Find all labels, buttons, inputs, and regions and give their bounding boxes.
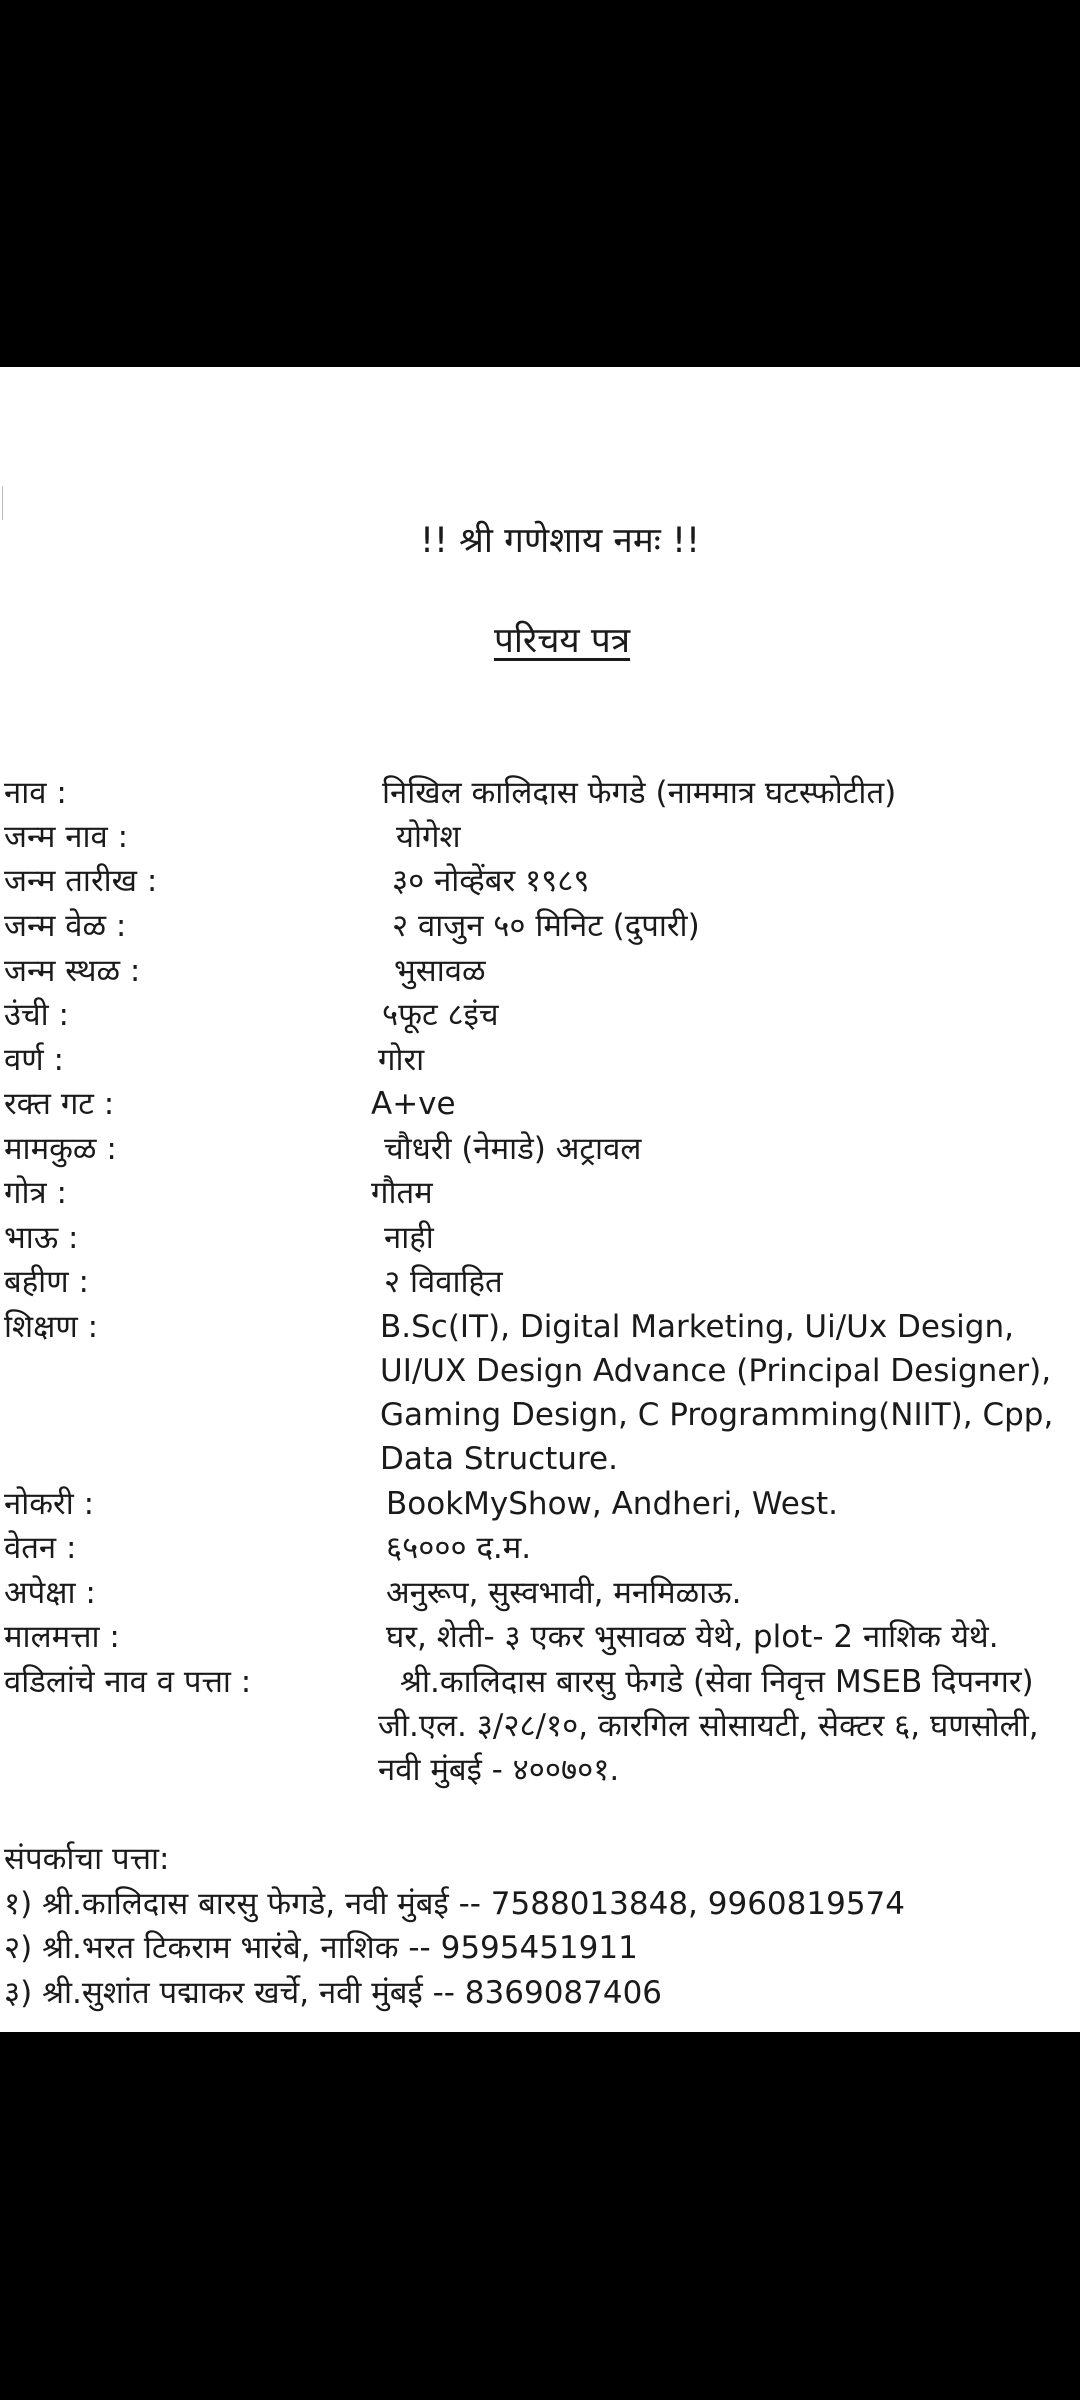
field-value-line: भुसावळ: [394, 953, 486, 989]
field-label: शिक्षण :: [4, 1309, 99, 1345]
field-value-line: अनुरूप, सुस्वभावी, मनमिळाऊ.: [386, 1575, 742, 1611]
field-label: मामकुळ :: [4, 1131, 117, 1167]
field-label: वेतन :: [4, 1530, 77, 1566]
field-value: [380, 1305, 1053, 1481]
field-label: बहीण :: [4, 1264, 89, 1300]
field-label: जन्म स्थळ :: [4, 953, 141, 989]
field-value-line: A+ve: [371, 1086, 456, 1122]
field-value: [371, 1171, 433, 1215]
field-value: [384, 1216, 434, 1260]
field-label: वडिलांचे नाव व पत्ता :: [4, 1664, 252, 1700]
field-value: [384, 1127, 641, 1171]
field-value-line: ३० नोव्हेंबर १९८९: [392, 863, 590, 899]
field-label: उंची :: [4, 997, 70, 1033]
invocation-heading: !! श्री गणेशाय नमः !!: [419, 521, 701, 561]
field-label: जन्म तारीख :: [4, 863, 158, 899]
field-value-line: नाही: [384, 1220, 434, 1256]
field-value-line: गौतम: [371, 1175, 433, 1211]
field-value-line: २ विवाहित: [384, 1264, 503, 1300]
field-value-line: श्री.कालिदास बारसु फेगडे (सेवा निवृत्त MSEB दिपनगर): [400, 1664, 1034, 1700]
field-value-line: घर, शेती- ३ एकर भुसावळ येथे, plot- 2 नाशिक येथे.: [386, 1619, 999, 1655]
field-value: [392, 904, 700, 948]
field-value: [378, 1660, 1039, 1792]
field-value: [386, 1482, 838, 1526]
field-value-line: २ वाजुन ५० मिनिट (दुपारी): [392, 908, 700, 944]
contact-line: १) श्री.कालिदास बारसु फेगडे, नवी मुंबई -- 7588013848, 9960819574: [4, 1886, 905, 1922]
bottom-black-area: [0, 2032, 1080, 2400]
field-value: [386, 1571, 741, 1615]
field-value: [392, 859, 589, 903]
field-value: [371, 1082, 456, 1126]
field-value-line: ५फूट ८इंच: [382, 997, 499, 1033]
field-label: नोकरी :: [4, 1486, 95, 1522]
field-label: जन्म वेळ :: [4, 908, 127, 944]
field-value: [386, 1526, 531, 1570]
contacts-heading: संपर्काचा पत्ता:: [4, 1841, 170, 1877]
document-title: [22, 619, 1080, 663]
field-value-line: Data Structure.: [380, 1441, 618, 1477]
field-value: [382, 771, 896, 815]
field-value-line: जी.एल. ३/२८/१०, कारगिल सोसायटी, सेक्टर ६, घणसोली,: [378, 1708, 1039, 1744]
field-value-line: गोरा: [378, 1042, 425, 1078]
contact-line: २) श्री.भरत टिकराम भारंबे, नाशिक -- 9595451911: [4, 1930, 638, 1966]
field-value: [384, 1260, 503, 1304]
field-value-line: BookMyShow, Andheri, West.: [386, 1486, 838, 1522]
field-label: वर्ण :: [4, 1042, 64, 1078]
field-value-line: निखिल कालिदास फेगडे (नाममात्र घटस्फोटीत): [382, 775, 897, 811]
top-black-area: [0, 0, 1080, 367]
text-cursor-marker: [2, 486, 3, 520]
field-value-line: Gaming Design, C Programming(NIIT), Cpp,: [380, 1397, 1054, 1433]
document-title-text: परिचय पत्र: [493, 621, 631, 661]
field-label: गोत्र :: [4, 1175, 67, 1211]
field-value-line: B.Sc(IT), Digital Marketing, Ui/Ux Design,: [380, 1309, 1014, 1345]
field-value-line: नवी मुंबई - ४००७०१.: [378, 1752, 620, 1788]
field-value-line: योगेश: [396, 819, 461, 855]
field-label: जन्म नाव :: [4, 819, 129, 855]
field-label: अपेक्षा :: [4, 1575, 96, 1611]
document-page[interactable]: [0, 367, 1080, 2032]
field-value-line: ६५००० द.म.: [386, 1530, 532, 1566]
contact-line: ३) श्री.सुशांत पद्माकर खर्चे, नवी मुंबई -- 8369087406: [4, 1975, 663, 2011]
field-value: [396, 815, 461, 859]
field-label: नाव :: [4, 775, 67, 811]
field-value: [382, 993, 499, 1037]
field-label: भाऊ :: [4, 1220, 79, 1256]
field-value-line: UI/UX Design Advance (Principal Designer),: [380, 1353, 1052, 1389]
field-value: [386, 1615, 999, 1659]
field-label: मालमत्ता :: [4, 1619, 120, 1655]
field-label: रक्त गट :: [4, 1086, 115, 1122]
field-value: [378, 1038, 424, 1082]
field-value-line: चौधरी (नेमाडे) अट्रावल: [384, 1131, 642, 1167]
field-value: [394, 949, 486, 993]
